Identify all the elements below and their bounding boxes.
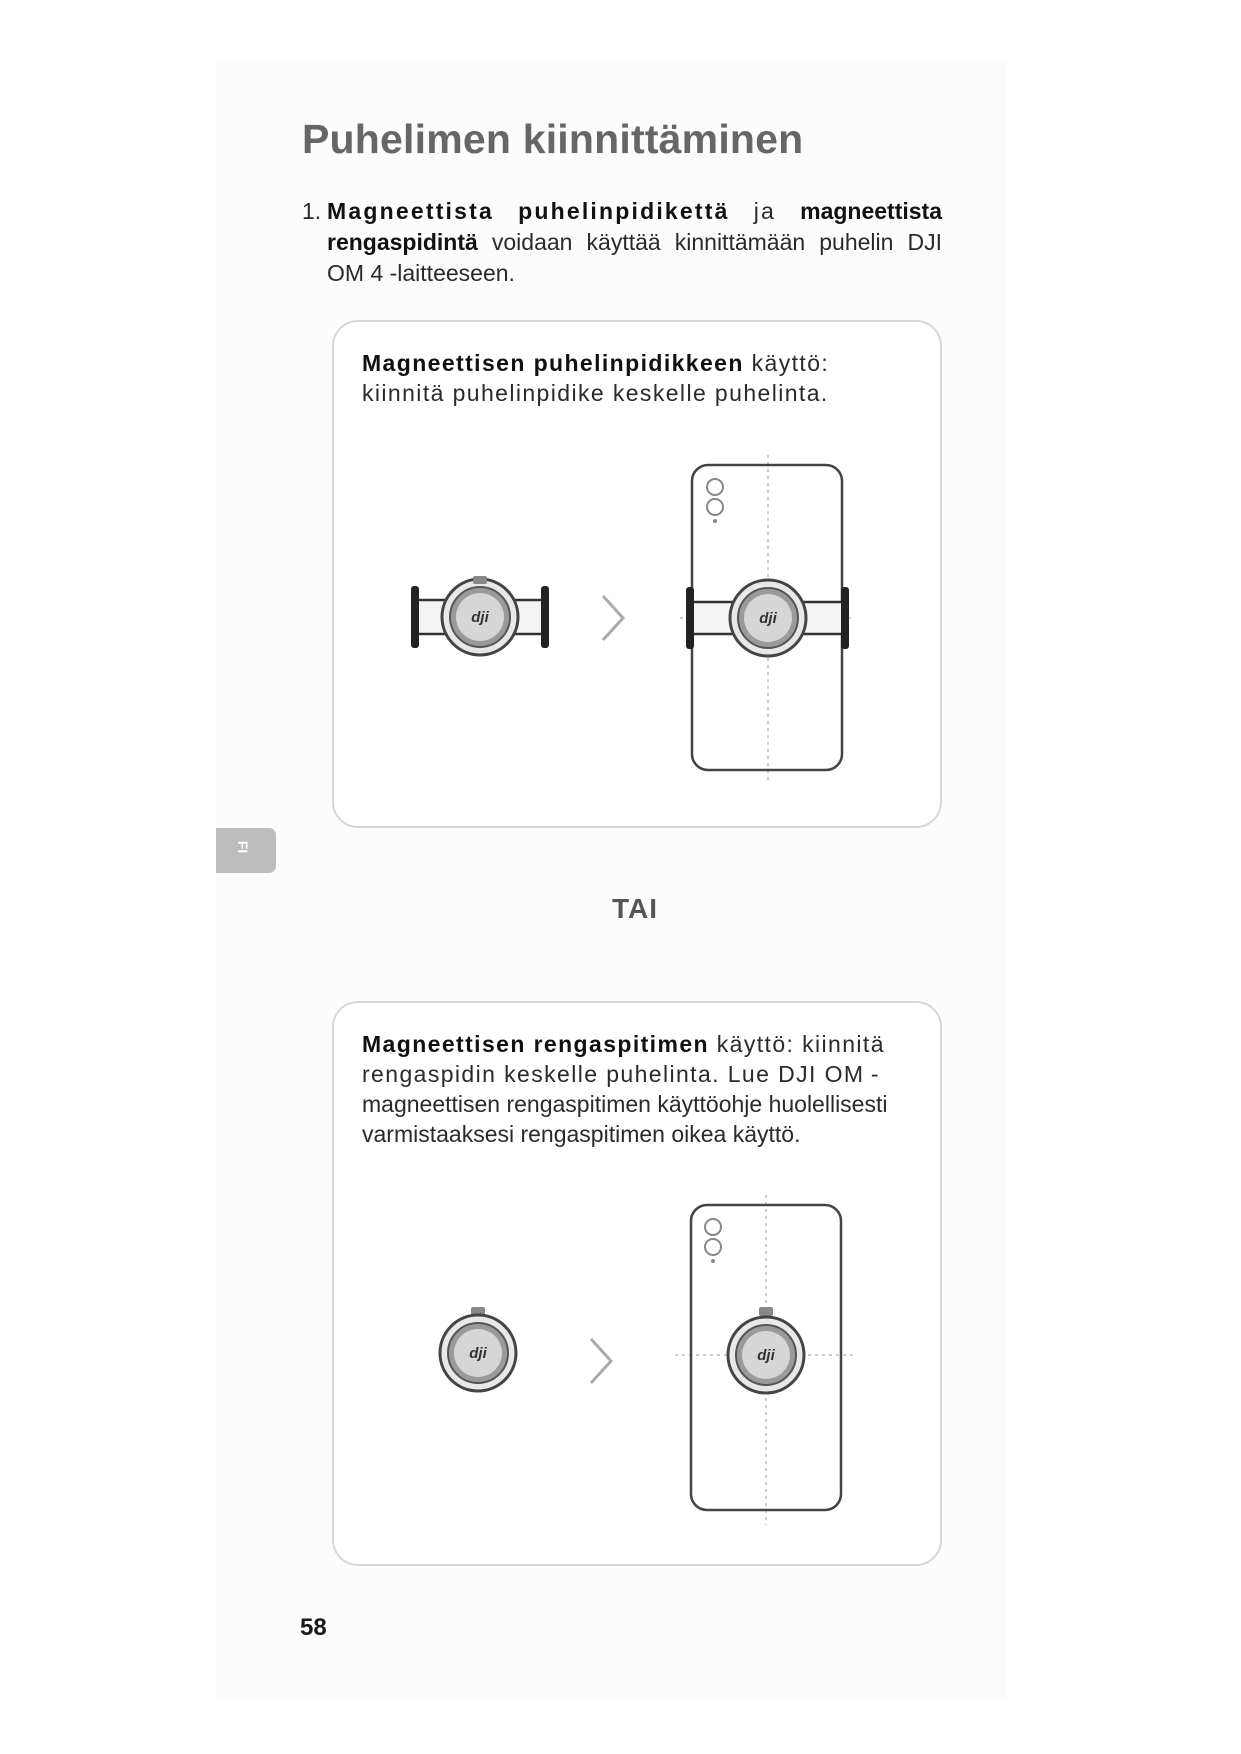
phone-back-icon	[675, 1195, 855, 1525]
page-title: Puhelimen kiinnittäminen	[302, 116, 804, 162]
dji-logo: dji	[469, 1345, 487, 1362]
dji-logo: dji	[757, 1347, 775, 1364]
step-text	[327, 196, 942, 289]
page-number: 58	[300, 1614, 327, 1641]
dji-logo: dji	[471, 609, 489, 626]
language-tab	[216, 828, 276, 873]
ring-holder-desc-rest: -magneettisen rengaspitimen käyttöohje huolellisesti varmistaaksesi rengaspitimen oikea käyttö.	[362, 1061, 888, 1147]
ring-holder-desc: käyttö: kiinnitä rengaspidin keskelle puhelinta. Lue DJI OM	[362, 1031, 885, 1087]
step-rest: voidaan käyttää kinnittämään puhelin DJI OM 4 -laitteeseen.	[327, 229, 942, 286]
step-number: 1.	[302, 198, 322, 224]
arrow-right-icon	[586, 1335, 616, 1387]
ring-holder-text	[362, 1029, 912, 1149]
phone-clamp-icon	[405, 570, 555, 670]
phone-back-icon	[680, 455, 855, 780]
instruction-step	[302, 196, 942, 289]
language-label: FI	[235, 840, 252, 854]
magnetic-ring-icon	[436, 1305, 520, 1395]
step-bold-2: magneettista rengaspidintä	[327, 198, 942, 255]
step-connector: ja	[729, 198, 801, 224]
phone-holder-text	[362, 348, 912, 408]
ring-holder-bold: Magneettisen rengaspitimen	[362, 1031, 709, 1057]
step-bold-1: Magneettista puhelinpidikettä	[327, 198, 730, 224]
arrow-right-icon	[598, 592, 628, 644]
or-separator: TAI	[611, 893, 659, 924]
phone-holder-desc: käyttö: kiinnitä puhelinpidike keskelle puhelinta.	[362, 350, 830, 406]
dji-logo: dji	[759, 610, 777, 627]
phone-holder-bold: Magneettisen puhelinpidikkeen	[362, 350, 744, 376]
